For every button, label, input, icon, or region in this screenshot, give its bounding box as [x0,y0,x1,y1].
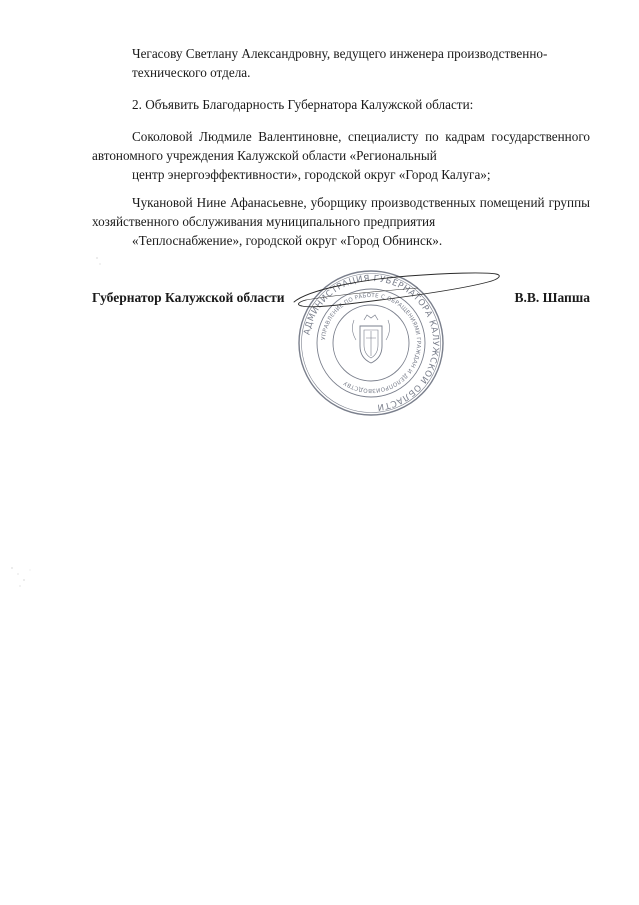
paragraph-last-line: технического отдела. [132,65,251,80]
paragraph-item-2 [92,95,590,114]
paragraph-last-line: центр энергоэффективности», городской округ «Город Калуга»; [132,167,491,182]
signature-block [92,290,590,310]
paragraph-text: Чукановой Нине Афанасьевне, уборщику производственных помещений группы хозяйственного обслуживания муниципального предприятия [92,195,590,229]
signatory-name: В.В. Шапша [514,290,590,305]
paragraph-last-line: «Теплоснабжение», городской округ «Город Обнинск». [132,233,443,248]
paragraph-text: Чегасову Светлану Александровну, ведущего инженера производственно- [132,46,548,61]
paragraph-text: Соколовой Людмиле Валентиновне, специалисту по кадрам государственного автономного учреждения Калужской области «Региональный [92,129,590,163]
seal-inner-text: УПРАВЛЕНИЕ ПО РАБОТЕ С ОБРАЩЕНИЯМИ ГРАЖДАН И ДЕЛОПРОИЗВОДСТВУ [321,292,422,394]
paragraph-last-line: 2. Объявить Благодарность Губернатора Калужской области: [132,97,474,112]
seal-outer-text: АДМИНИСТРАЦИЯ ГУБЕРНАТОРА КАЛУЖСКОЙ ОБЛАСТИ [302,273,441,412]
seal-emblem-icon [352,315,389,363]
paragraph-chegasova [92,44,590,82]
paragraph-sokolova [92,127,590,184]
signatory-title: Губернатор Калужской области [92,290,285,305]
paragraph-chukanova [92,193,590,250]
